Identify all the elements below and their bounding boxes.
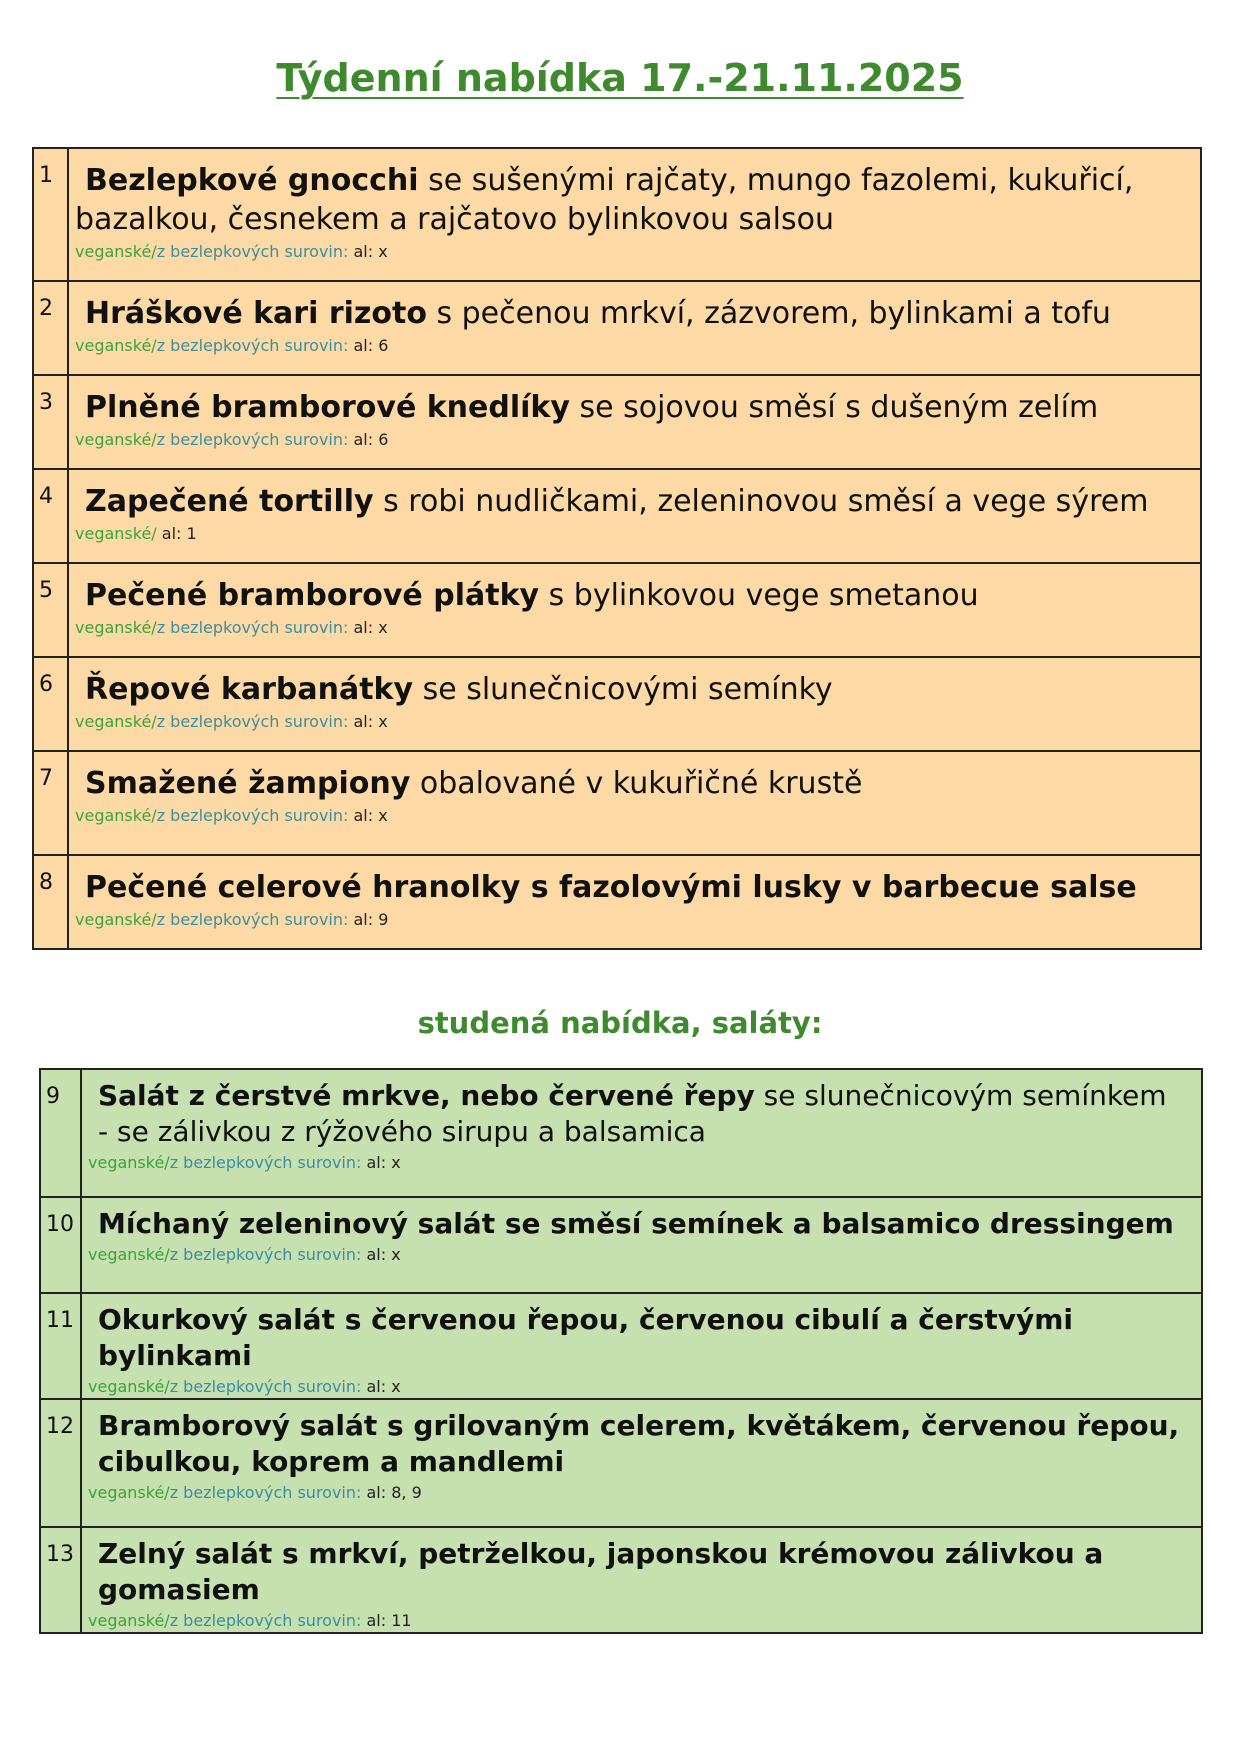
vegan-tag: veganské/ [75,910,157,929]
menu-row [40,1069,1202,1197]
item-number: 8 [33,855,68,949]
gluten-free-tag: z bezlepkových surovin: [169,1377,362,1396]
vegan-tag: veganské/ [88,1377,170,1396]
dish-name: Pečené bramborové plátky [85,578,540,613]
item-number: 1 [33,148,68,281]
allergens: al: x [348,712,388,731]
item-description [81,1399,1202,1527]
dish-name: Zapečené tortilly [85,484,374,519]
menu-row [33,469,1201,563]
dish-name: Hráškové kari rizoto [85,296,427,331]
dish-name: Salát z čerstvé mrkve, nebo červené řepy [98,1079,755,1112]
cold-menu-heading: studená nabídka, saláty: [417,1006,823,1040]
menu-row [33,751,1201,855]
vegan-tag: veganské/ [88,1611,170,1630]
vegan-tag: veganské/ [75,242,157,261]
dietary-info [88,1610,1181,1632]
item-number: 4 [33,469,68,563]
gluten-free-tag: z bezlepkových surovin: [156,242,349,261]
allergens: al: x [348,242,388,261]
item-description [68,281,1201,375]
menu-row [33,375,1201,469]
allergens: al: x [348,618,388,637]
gluten-free-tag: z bezlepkových surovin: [156,618,349,637]
dietary-info [88,1482,1181,1504]
vegan-tag: veganské/ [75,430,157,449]
menu-row [33,563,1201,657]
vegan-tag: veganské/ [88,1153,170,1172]
dish-detail: s bylinkovou vege smetanou [539,578,979,613]
allergens: al: 6 [348,430,389,449]
item-description [68,375,1201,469]
allergens: al: 6 [348,336,389,355]
dietary-info [75,617,1180,639]
allergens: al: x [361,1245,401,1264]
dish-name: Zelný salát s mrkví, petrželkou, japonskou krémovou zálivkou a gomasiem [98,1537,1104,1606]
menu-row [40,1197,1202,1293]
menu-row [40,1293,1202,1399]
dish-name: Bezlepkové gnocchi [85,163,419,198]
allergens: al: x [361,1153,401,1172]
vegan-tag: veganské/ [88,1245,170,1264]
item-number: 10 [40,1197,81,1293]
allergens: al: 9 [348,910,389,929]
item-description [68,855,1201,949]
menu-row [33,855,1201,949]
item-description [81,1293,1202,1399]
item-number: 7 [33,751,68,855]
vegan-tag: veganské/ [75,618,157,637]
menu-row [40,1527,1202,1633]
gluten-free-tag: z bezlepkových surovin: [156,910,349,929]
allergens: al: x [361,1377,401,1396]
gluten-free-tag: z bezlepkových surovin: [169,1483,362,1502]
allergens: al: 8, 9 [361,1483,422,1502]
vegan-tag: veganské/ [88,1483,170,1502]
dietary-info [75,429,1180,451]
menu-row [40,1399,1202,1527]
cold-menu-table [39,1068,1203,1634]
dietary-info [75,335,1180,357]
dish-name: Smažené žampiony [85,766,411,801]
dish-name: Bramborový salát s grilovaným celerem, květákem, červenou řepou, cibulkou, koprem a mandlemi [98,1409,1180,1478]
dish-detail: obalované v kukuřičné krustě [410,766,863,801]
menu-row [33,148,1201,281]
hot-menu-table [32,147,1202,950]
item-number: 13 [40,1527,81,1633]
item-description [81,1197,1202,1293]
dish-detail: se slunečnicovým semínkem - se zálivkou z rýžového sirupu a balsamica [98,1079,1167,1148]
dish-name: Okurkový salát s červenou řepou, červenou cibulí a čerstvými bylinkami [98,1303,1073,1372]
dietary-info [75,241,1180,263]
gluten-free-tag: z bezlepkových surovin: [156,430,349,449]
vegan-tag: veganské/ [75,336,157,355]
gluten-free-tag: z bezlepkových surovin: [156,806,349,825]
item-description [68,751,1201,855]
allergens: al: 1 [156,524,197,543]
item-number: 11 [40,1293,81,1399]
dietary-info [75,909,1180,931]
vegan-tag: veganské/ [75,712,157,731]
dietary-info [75,523,1180,545]
allergens: al: 11 [361,1611,412,1630]
item-number: 6 [33,657,68,751]
dish-name: Řepové karbanátky [85,672,414,707]
dietary-info [88,1244,1181,1266]
item-description [68,148,1201,281]
item-description [68,657,1201,751]
item-number: 9 [40,1069,81,1197]
gluten-free-tag: z bezlepkových surovin: [156,336,349,355]
menu-row [33,657,1201,751]
gluten-free-tag: z bezlepkových surovin: [169,1611,362,1630]
dish-detail: se sušenými rajčaty, mungo fazolemi, kukuřicí, bazalkou, česnekem a rajčatovo bylinkovou salsou [75,163,1134,237]
item-description [68,563,1201,657]
dish-detail: s robi nudličkami, zeleninovou směsí a vege sýrem [373,484,1149,519]
dietary-info [88,1376,1181,1398]
gluten-free-tag: z bezlepkových surovin: [169,1245,362,1264]
dish-name: Míchaný zeleninový salát se směsí semínek a balsamico dressingem [98,1207,1174,1240]
dietary-info [75,711,1180,733]
item-description [68,469,1201,563]
page-title: Týdenní nabídka 17.-21.11.2025 [276,56,964,100]
allergens: al: x [348,806,388,825]
dietary-info [88,1152,1181,1174]
item-number: 2 [33,281,68,375]
menu-row [33,281,1201,375]
gluten-free-tag: z bezlepkových surovin: [156,712,349,731]
dish-detail: se sojovou směsí s dušeným zelím [569,390,1099,425]
dish-name: Pečené celerové hranolky s fazolovými lusky v barbecue salse [85,870,1137,905]
vegan-tag: veganské/ [75,806,157,825]
dietary-info [75,805,1180,827]
dish-detail: s pečenou mrkví, zázvorem, bylinkami a tofu [426,296,1111,331]
dish-detail: se slunečnicovými semínky [413,672,833,707]
item-description [81,1527,1202,1633]
dish-name: Plněné bramborové knedlíky [85,390,570,425]
vegan-tag: veganské/ [75,524,157,543]
gluten-free-tag: z bezlepkových surovin: [169,1153,362,1172]
item-number: 12 [40,1399,81,1527]
item-number: 3 [33,375,68,469]
item-description [81,1069,1202,1197]
item-number: 5 [33,563,68,657]
